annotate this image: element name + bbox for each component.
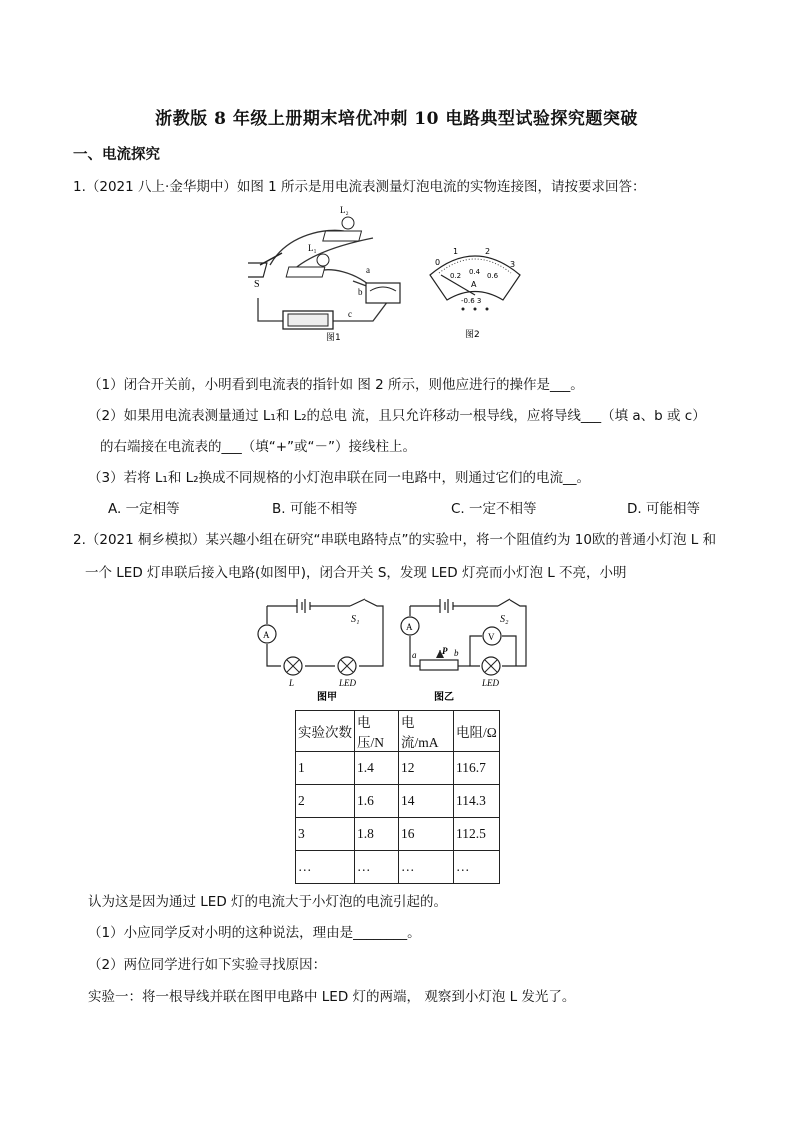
page-title: 浙教版 8 年级上册期末培优冲刺 10 电路典型试验探究题突破: [155, 109, 638, 129]
table-cell: 1.4: [355, 752, 399, 785]
q2-part2: （2）两位同学进行如下实验寻找原因：: [88, 957, 327, 973]
table-cell: 114.3: [454, 785, 500, 818]
figure-yi-circuit: [398, 596, 533, 704]
figyi-b-label: b: [454, 648, 459, 658]
figjia-s1-label: S₁: [351, 614, 360, 625]
figyi-ammeter-label: A: [406, 622, 413, 632]
table-header-cell: 电压/N: [355, 711, 399, 752]
q1-part1: （1）闭合开关前，小明看到电流表的指针如 图 2 所示，则他应进行的操作是___。: [88, 377, 584, 393]
table-cell: 1.6: [355, 785, 399, 818]
q1-option-b: B. 可能不相等: [272, 501, 358, 517]
q2-part1: （1）小应同学反对小明的这种说法，理由是________。: [88, 925, 421, 941]
table-cell: …: [296, 851, 355, 884]
figjia-led-label: LED: [339, 678, 357, 688]
table-header-cell: 电阻/Ω: [454, 711, 500, 752]
fig1-label-a: a: [366, 265, 370, 275]
fig2-caption: 图2: [465, 330, 480, 340]
experiment-data-table: [295, 710, 500, 884]
fig1-label-c: c: [348, 309, 352, 319]
table-cell: 1: [296, 752, 355, 785]
dial-scale-bottom-1: 0.4: [469, 268, 481, 276]
fig1-label-b: b: [358, 287, 363, 297]
q1-stem: 1.（2021 八上·金华期中）如图 1 所示是用电流表测量灯泡电流的实物连接图，请按要求回答：: [73, 179, 646, 195]
q2-stem-line1: 2.（2021 桐乡模拟）某兴趣小组在研究“串联电路特点”的实验中，将一个阻值约为 10欧的普通小灯泡 L 和: [73, 532, 717, 548]
dial-scale-bottom-2: 0.6: [487, 272, 499, 280]
table-cell: …: [355, 851, 399, 884]
table-cell: …: [454, 851, 500, 884]
figjia-caption: 图甲: [317, 692, 337, 703]
table-row: [296, 818, 500, 851]
figyi-caption: 图乙: [434, 692, 454, 703]
figyi-voltmeter-label: V: [488, 632, 495, 642]
table-cell: 116.7: [454, 752, 500, 785]
dial-scale-top-3: 3: [510, 260, 516, 269]
table-cell: 2: [296, 785, 355, 818]
figyi-a-label: a: [412, 650, 417, 660]
dial-scale-top-2: 2: [485, 247, 491, 256]
figjia-lamp-label: L: [289, 678, 295, 688]
fig1-label-s: S: [254, 279, 260, 290]
table-header-cell: 电流/mA: [399, 711, 454, 752]
table-cell: …: [399, 851, 454, 884]
table-header-row: [296, 711, 500, 752]
dial-scale-top-0: 0: [435, 258, 441, 267]
table-header-cell: 实验次数: [296, 711, 355, 752]
q1-part2-line1: （2）如果用电流表测量通过 L₁和 L₂的总电 流，且只允许移动一根导线，应将导线___（填 a、b 或 c）: [88, 408, 706, 424]
table-cell: 14: [399, 785, 454, 818]
figyi-led-label: LED: [482, 678, 500, 688]
fig1-label-l1: L₁: [308, 243, 317, 253]
q1-part3: （3）若将 L₁和 L₂换成不同规格的小灯泡串联在同一电路中，则通过它们的电流__。: [88, 470, 591, 486]
figyi-p-label: P: [442, 646, 448, 656]
table-cell: 16: [399, 818, 454, 851]
figure-1-circuit: [248, 203, 408, 345]
q2-stem-line2: 一个 LED 灯串联后接入电路(如图甲)，闭合开关 S，发现 LED 灯亮而小灯泡 L 不亮，小明: [85, 565, 627, 581]
q2-experiment1: 实验一：将一根导线并联在图甲电路中 LED 灯的两端， 观察到小灯泡 L 发光了。: [88, 989, 576, 1005]
dial-unit: A: [471, 280, 477, 289]
figyi-s2-label: S₂: [500, 614, 509, 625]
table-cell: 112.5: [454, 818, 500, 851]
q1-option-a: A. 一定相等: [108, 501, 180, 517]
dial-scale-bottom-0: 0.2: [450, 272, 462, 280]
table-cell: 3: [296, 818, 355, 851]
q1-part2-line2: 的右端接在电流表的___（填“+”或“－”）接线柱上。: [100, 439, 417, 455]
dial-terminals: -0.6 3: [461, 297, 482, 305]
table-row: [296, 785, 500, 818]
figjia-ammeter-label: A: [263, 630, 270, 640]
q2-after-table: 认为这是因为通过 LED 灯的电流大于小灯泡的电流引起的。: [88, 894, 448, 910]
q1-option-d: D. 可能相等: [627, 501, 700, 517]
table-row: [296, 752, 500, 785]
dial-scale-top-1: 1: [453, 247, 459, 256]
fig1-label-l2: L₂: [340, 205, 349, 215]
fig1-caption: 图1: [326, 333, 341, 343]
table-cell: 12: [399, 752, 454, 785]
q1-option-c: C. 一定不相等: [451, 501, 537, 517]
table-row: [296, 851, 500, 884]
section-heading: 一、电流探究: [73, 147, 160, 163]
figure-jia-series-circuit: [255, 596, 390, 704]
table-cell: 1.8: [355, 818, 399, 851]
figure-2-ammeter-dial: [425, 245, 525, 345]
